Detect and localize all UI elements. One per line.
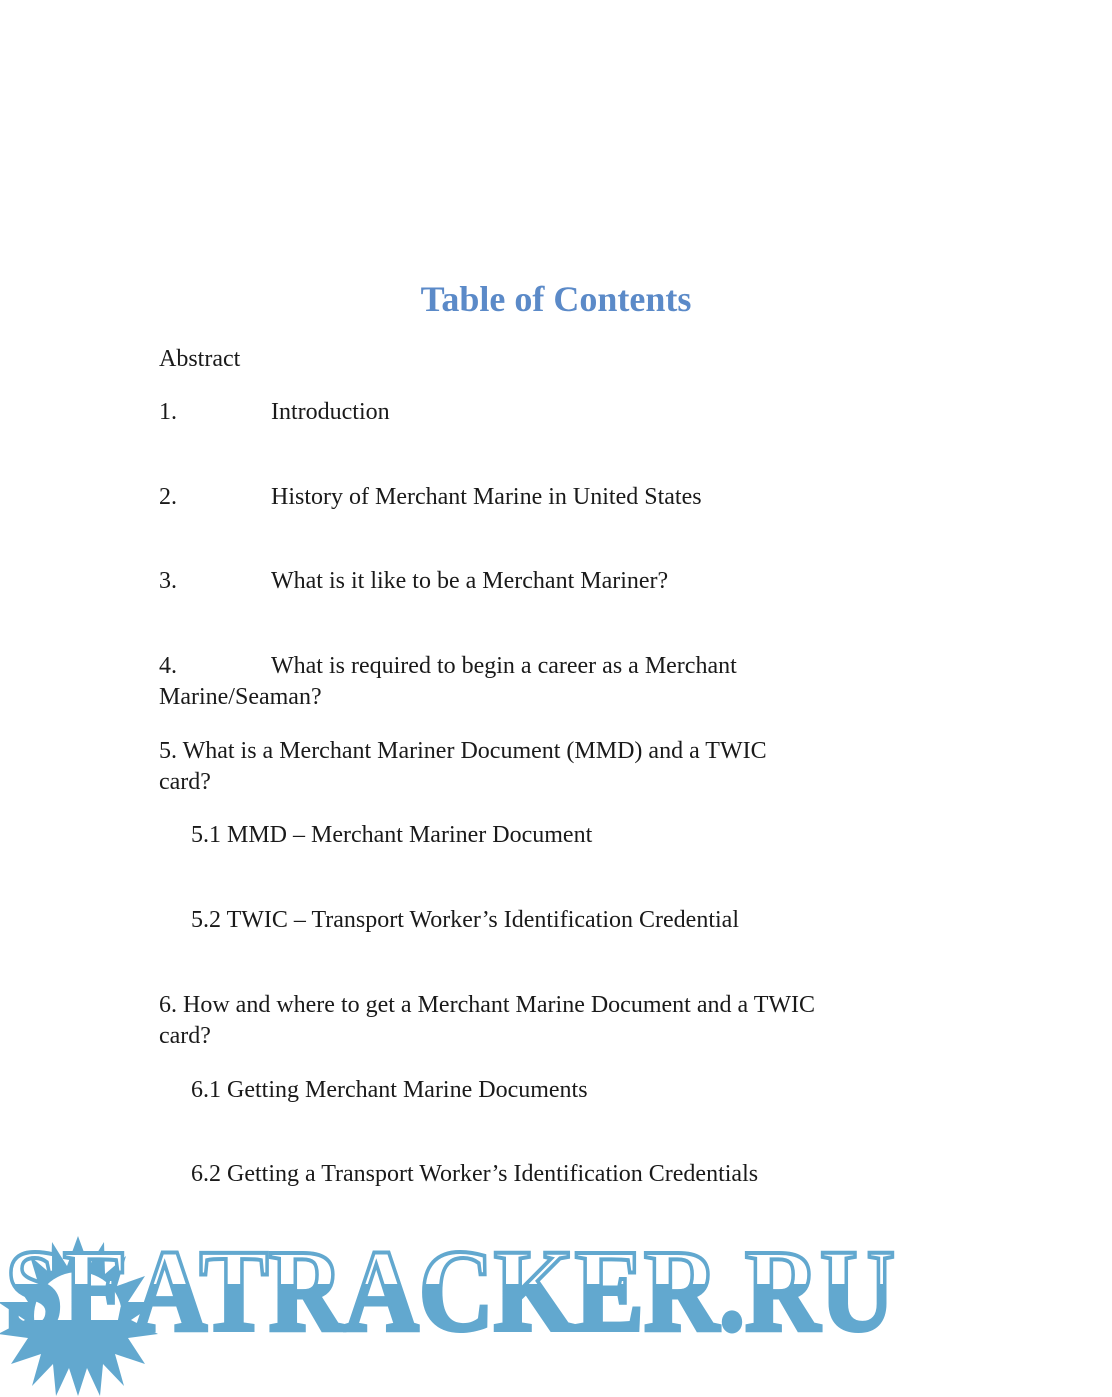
toc-subentry-getting-twic[interactable] [191,1159,931,1190]
toc-entry-text: Abstract [159,346,241,372]
watermark-logo-text [0,1225,900,1356]
toc-subentry-twic[interactable] [191,905,931,936]
toc-entry-number: 3. [159,568,177,594]
watermark-text: SEATRACKER.RU [5,1225,895,1356]
toc-entry-text: 5.2 TWIC – Transport Worker’s Identification Credential [191,907,739,933]
toc-entry-introduction[interactable] [159,397,899,428]
toc-entry-text: 6.1 Getting Merchant Marine Documents [191,1077,588,1103]
toc-entry-mmd-twic[interactable] [159,736,899,798]
toc-entry-requirements[interactable] [159,651,899,713]
toc-entry-history[interactable] [159,482,899,513]
toc-entry-text: What is it like to be a Merchant Mariner? [271,568,669,594]
watermark [0,1225,1080,1397]
toc-entry-text: 6.2 Getting a Transport Worker’s Identification Credentials [191,1161,759,1187]
toc-entry-text-continued: card? [159,1023,211,1049]
toc-entry-text: History of Merchant Marine in United States [271,484,702,510]
page-title: Table of Contents [420,279,692,319]
toc-entry-text: 6. How and where to get a Merchant Marine Document and a TWIC [159,992,816,1018]
toc-entry-what-is-it-like[interactable] [159,566,899,597]
toc-entry-text-continued: Marine/Seaman? [159,684,322,710]
toc-entry-number: 1. [159,399,177,425]
toc-entry-number: 4. [159,653,177,679]
toc-subentry-mmd[interactable] [191,820,931,851]
toc-entry-text: 5. What is a Merchant Mariner Document (MMD) and a TWIC [159,738,767,764]
toc-entry-text-continued: card? [159,769,211,795]
toc-entry-text: Introduction [271,399,390,425]
toc-subentry-getting-mmd[interactable] [191,1075,931,1106]
toc-entry-text: What is required to begin a career as a Merchant [271,653,737,679]
toc-entry-number: 2. [159,484,177,510]
toc-entry-how-to-get[interactable] [159,990,899,1052]
toc-entry-text: 5.1 MMD – Merchant Mariner Document [191,822,593,848]
toc-entry-abstract[interactable] [159,344,899,375]
